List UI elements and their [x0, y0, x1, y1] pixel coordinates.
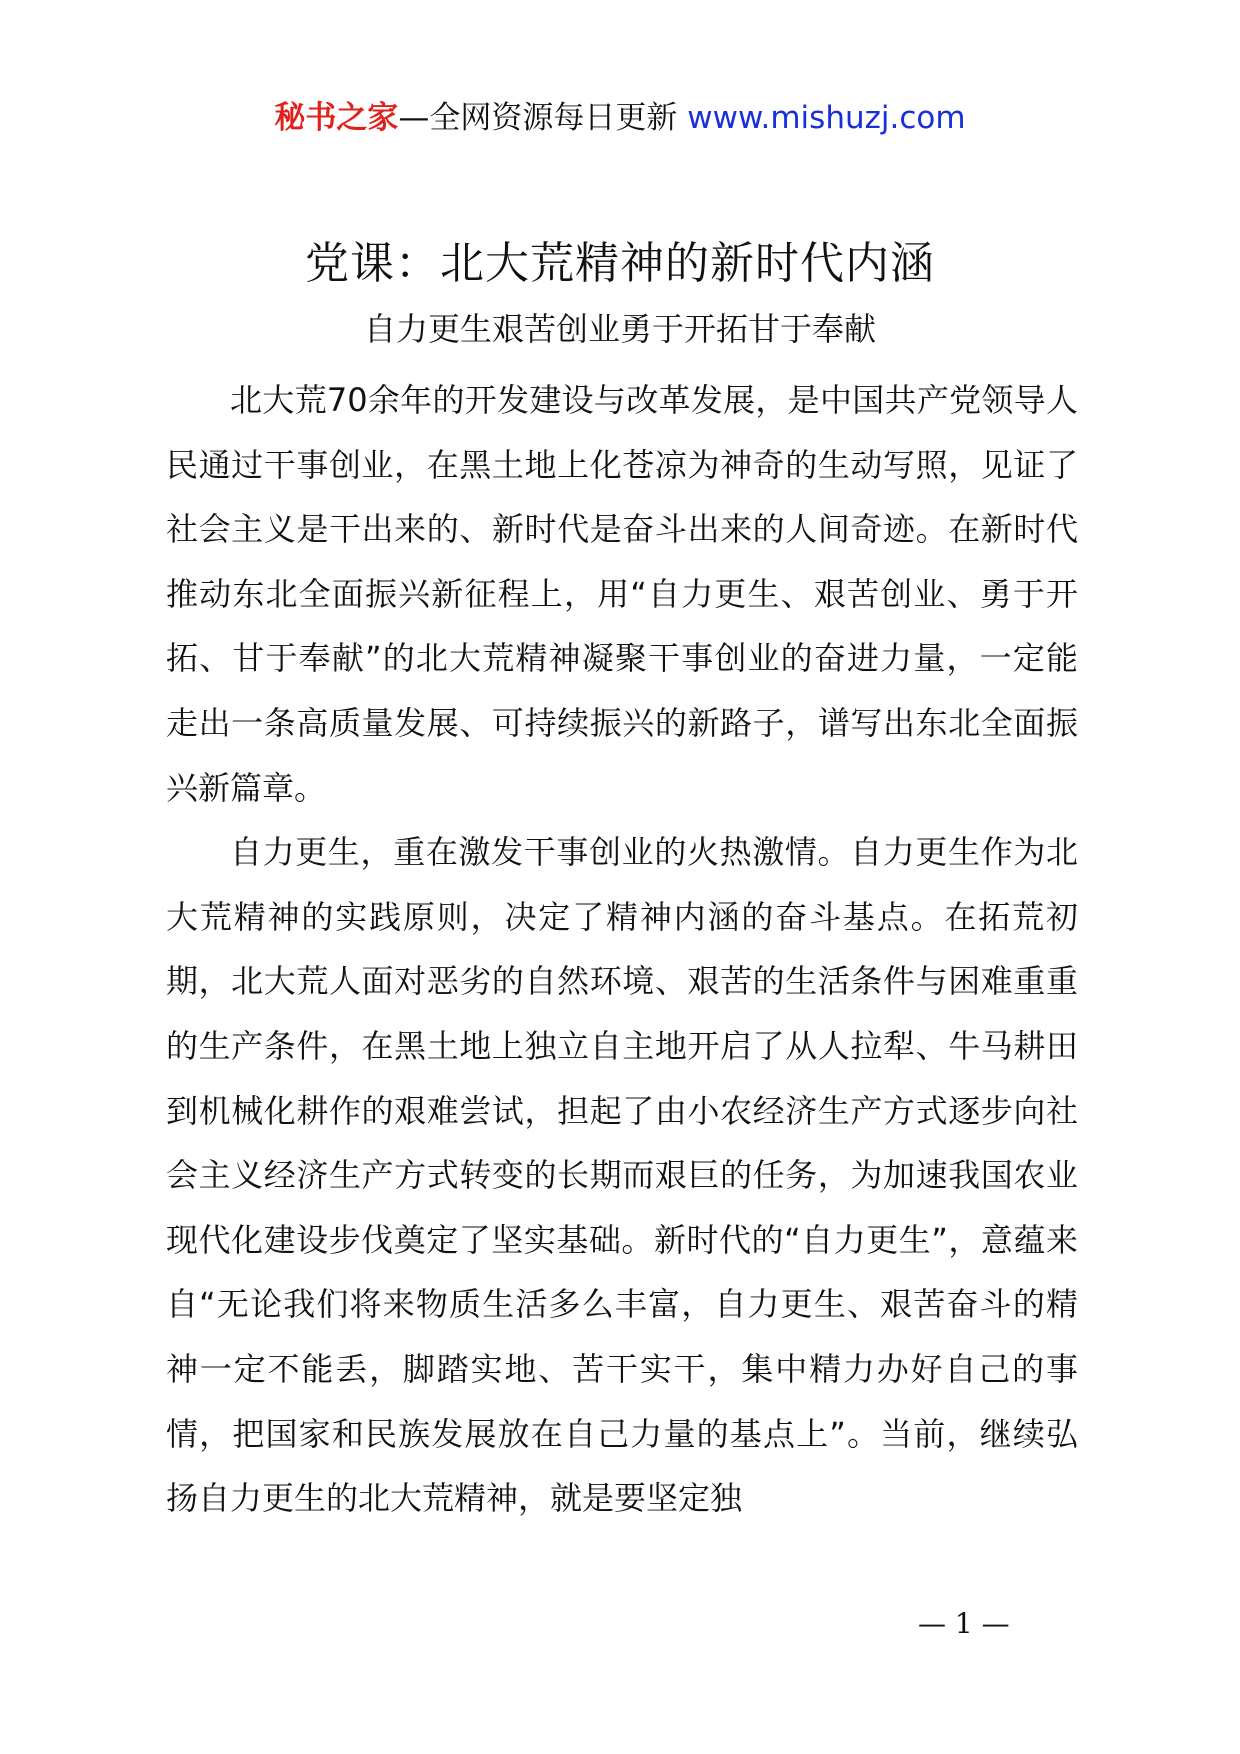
site-header [0, 98, 1240, 138]
document-title: 党课：北大荒精神的新时代内涵 [305, 238, 935, 289]
site-url[interactable]: www.mishuzj.com [687, 100, 966, 136]
site-brand: 秘书之家 [274, 100, 399, 136]
paragraph: 自力更生，重在激发干事创业的火热激情。自力更生作为北大荒精神的实践原则，决定了精神内涵的奋斗基点。在拓荒初期，北大荒人面对恶劣的自然环境、艰苦的生活条件与困难重重的生产条件，在黑土地上独立自主地开启了从人拉犁、牛马耕田到机械化耕作的艰难尝试，担起了由小农经济生产方式逐步向社会主义经济生产方式转变的长期而艰巨的任务，为加速我国农业现代化建设步伐奠定了坚实基础。新时代的“自力更生”，意蕴来自“无论我们将来物质生活多么丰富，自力更生、艰苦奋斗的精神一定不能丢，脚踏实地、苦干实干，集中精力办好自己的事情，把国家和民族发展放在自己力量的基点上”。当前，继续弘扬自力更生的北大荒精神，就是要坚定独 [166, 833, 1078, 1518]
document-body [166, 368, 1078, 1531]
site-tagline: —全网资源每日更新 [398, 100, 678, 136]
document-subtitle: 自力更生艰苦创业勇于开拓甘于奉献 [363, 310, 876, 348]
paragraph: 北大荒70余年的开发建设与改革发展，是中国共产党领导人民通过干事创业，在黑土地上化苍凉为神奇的生动写照，见证了社会主义是干出来的、新时代是奋斗出来的人间奇迹。在新时代推动东北全面振兴新征程上，用“自力更生、艰苦创业、勇于开拓、甘于奉献”的北大荒精神凝聚干事创业的奋进力量，一定能走出一条高质量发展、可持续振兴的新路子，谱写出东北全面振兴新篇章。 [166, 381, 1078, 807]
page-number: — 1 — [918, 1607, 1010, 1640]
